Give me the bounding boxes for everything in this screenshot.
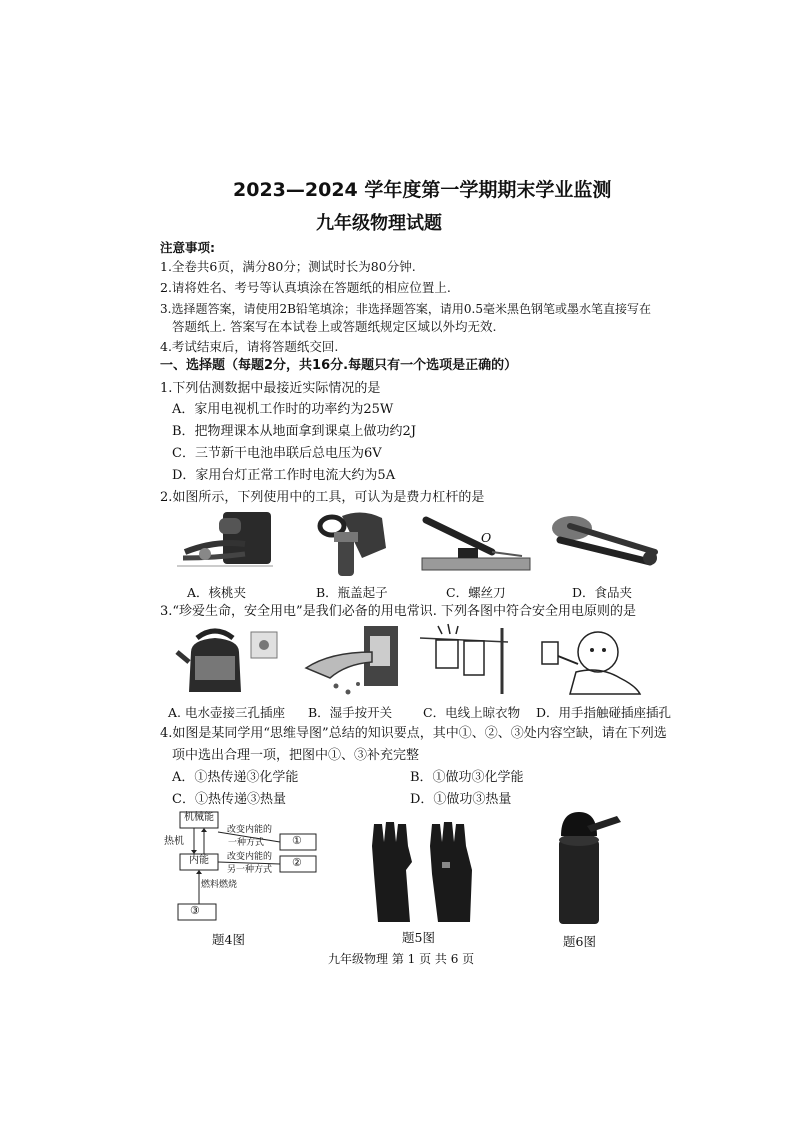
box-mechanical-energy: 机械能 [184, 812, 214, 823]
text-way2-b: 另一种方式 [227, 865, 273, 875]
box-2: ② [292, 856, 302, 869]
text-way1-a: 改变内能的 [227, 825, 273, 835]
section-heading: 一、选择题（每题2分，共16分.每题只有一个选项是正确的） [160, 358, 518, 373]
screwdriver-image [422, 512, 532, 580]
cylinder-image [557, 810, 637, 926]
q1-stem: 1.下列估测数据中最接近实际情况的是 [160, 381, 381, 396]
q1-option: C．三节新干电池串联后总电压为6V [172, 446, 382, 461]
page-footer: 九年级物理 第 1 页 共 6 页 [328, 952, 475, 966]
q4-option: D．①做功③热量 [410, 792, 512, 807]
notes-heading: 注意事项: [160, 240, 215, 255]
text-way2-a: 改变内能的 [227, 852, 273, 862]
text-way1-b: 一种方式 [228, 838, 265, 848]
finger-in-socket-image [540, 622, 650, 698]
nutcracker-image [175, 510, 275, 580]
note-item: 3.选择题答案，请使用2B铅笔填涂；非选择题答案，请用0.5毫米黑色钢笔或墨水笔直接写在 [160, 302, 651, 316]
box-3: ③ [190, 904, 200, 917]
fig5-caption: 题5图 [402, 930, 435, 945]
q2-stem: 2.如图所示，下列使用中的工具，可认为是费力杠杆的是 [160, 490, 485, 505]
note-item: 答题纸上. 答案写在本试卷上或答题纸规定区域以外均无效. [172, 319, 497, 334]
text-fuel-burning: 燃料燃烧 [201, 880, 238, 890]
wet-hand-switch-image [300, 622, 400, 698]
note-item: 4.考试结束后，请将答题纸交回. [160, 339, 339, 354]
note-item: 2.请将姓名、考号等认真填涂在答题纸的相应位置上. [160, 280, 451, 295]
q2-caption: C．螺丝刀 [446, 585, 506, 600]
bottle-opener-image [312, 508, 392, 580]
fig6-caption: 题6图 [563, 934, 596, 949]
q4-stem: 4.如图是某同学用“思维导图”总结的知识要点，其中①、②、③处内容空缺，请在下列选 [160, 726, 667, 741]
q1-option: D．家用台灯正常工作时电流大约为5A [172, 468, 396, 483]
exam-subtitle: 九年级物理试题 [316, 213, 442, 234]
q1-option: B．把物理课本从地面拿到课桌上做功约2J [172, 424, 417, 439]
exam-title: 2023—2024 学年度第一学期期末学业监测 [233, 179, 612, 201]
q4-stem: 项中选出合理一项，把图中①、③补充完整 [172, 748, 420, 763]
q3-caption: C．电线上晾衣物 [423, 705, 521, 720]
q3-caption: D．用手指触碰插座插孔 [536, 705, 672, 720]
q3-caption: A. 电水壶接三孔插座 [168, 705, 285, 720]
note-item: 1.全卷共6页，满分80分；测试时长为80分钟. [160, 259, 416, 274]
q3-stem: 3.“珍爱生命，安全用电”是我们必备的用电常识. 下列各图中符合安全用电原则的是 [160, 604, 636, 619]
q1-option: A．家用电视机工作时的功率约为25W [172, 402, 394, 417]
food-tongs-image [550, 512, 660, 576]
q2-caption: A．核桃夹 [187, 585, 247, 600]
q3-caption: B．湿手按开关 [308, 705, 393, 720]
label-heat-engine: 热机 [164, 836, 184, 847]
pivot-label: O [481, 530, 492, 545]
q2-caption: B．瓶盖起子 [316, 585, 388, 600]
q4-option: A．①热传递③化学能 [172, 770, 299, 785]
gloves-image [366, 822, 481, 924]
electric-kettle-image [175, 622, 280, 698]
box-internal-energy: 内能 [189, 855, 209, 866]
q2-caption: D．食品夹 [572, 585, 633, 600]
fig4-caption: 题4图 [212, 932, 245, 947]
q4-option: C．①热传递③热量 [172, 792, 286, 807]
q4-option: B．①做功③化学能 [410, 770, 524, 785]
box-1: ① [292, 834, 302, 847]
clothes-on-wire-image [418, 622, 518, 696]
